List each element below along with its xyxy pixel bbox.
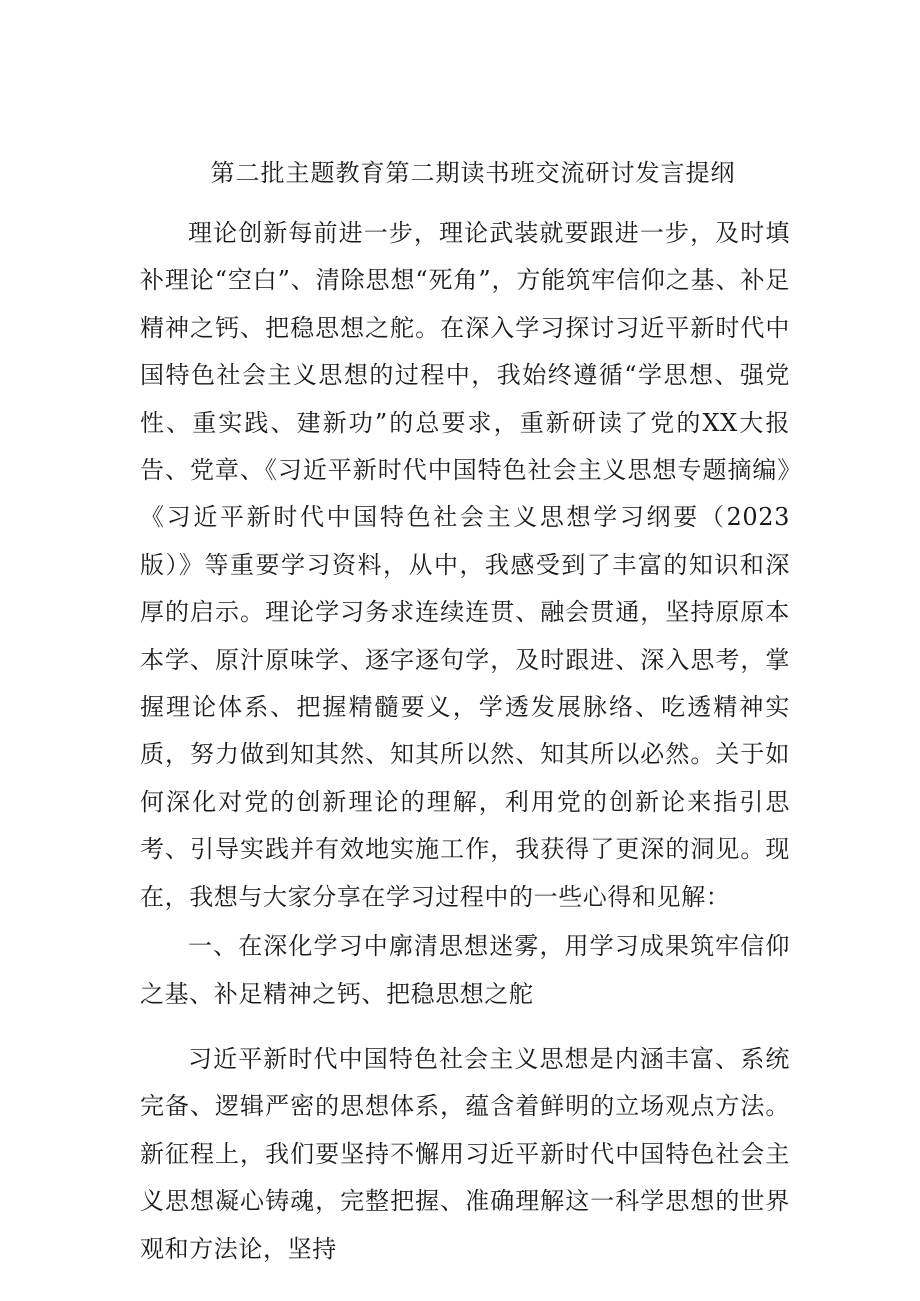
section-heading: 一、在深化学习中廓清思想迷雾，用学习成果筑牢信仰之基、补足精神之钙、把稳思想之舵 bbox=[140, 932, 790, 1008]
section-paragraph: 习近平新时代中国特色社会主义思想是内涵丰富、系统完备、逻辑严密的思想体系，蕴含着鲜明的立场观点方法。新征程上，我们要坚持不懈用习近平新时代中国特色社会主义思想凝心铸魂，完整把握、准确理解这一科学思想的世界观和方法论，坚持 bbox=[140, 1044, 790, 1263]
intro-paragraph: 理论创新每前进一步，理论武装就要跟进一步，及时填补理论“空白”、清除思想“死角”，方能筑牢信仰之基、补足精神之钙、把稳思想之舵。在深入学习探讨习近平新时代中国特色社会主义思想的过程中，我始终遵循“学思想、强党性、重实践、建新功”的总要求，重新研读了党的XX大报告、党章、《习近平新时代中国特色社会主义思想专题摘编》《习近平新时代中国特色社会主义思想学习纲要（2023版）》等重要学习资料，从中，我感受到了丰富的知识和深厚的启示。理论学习务求连续连贯、融会贯通，坚持原原本本学、原汁原味学、逐字逐句学，及时跟进、深入思考，掌握理论体系、把握精髓要义，学透发展脉络、吃透精神实质，努力做到知其然、知其所以然、知其所以必然。关于如何深化对党的创新理论的理解，利用党的创新论来指引思考、引导实践并有效地实施工作，我获得了更深的洞见。现在，我想与大家分享在学习过程中的一些心得和见解： bbox=[140, 219, 790, 911]
document-title: 第二批主题教育第二期读书班交流研讨发言提纲 bbox=[210, 159, 736, 187]
